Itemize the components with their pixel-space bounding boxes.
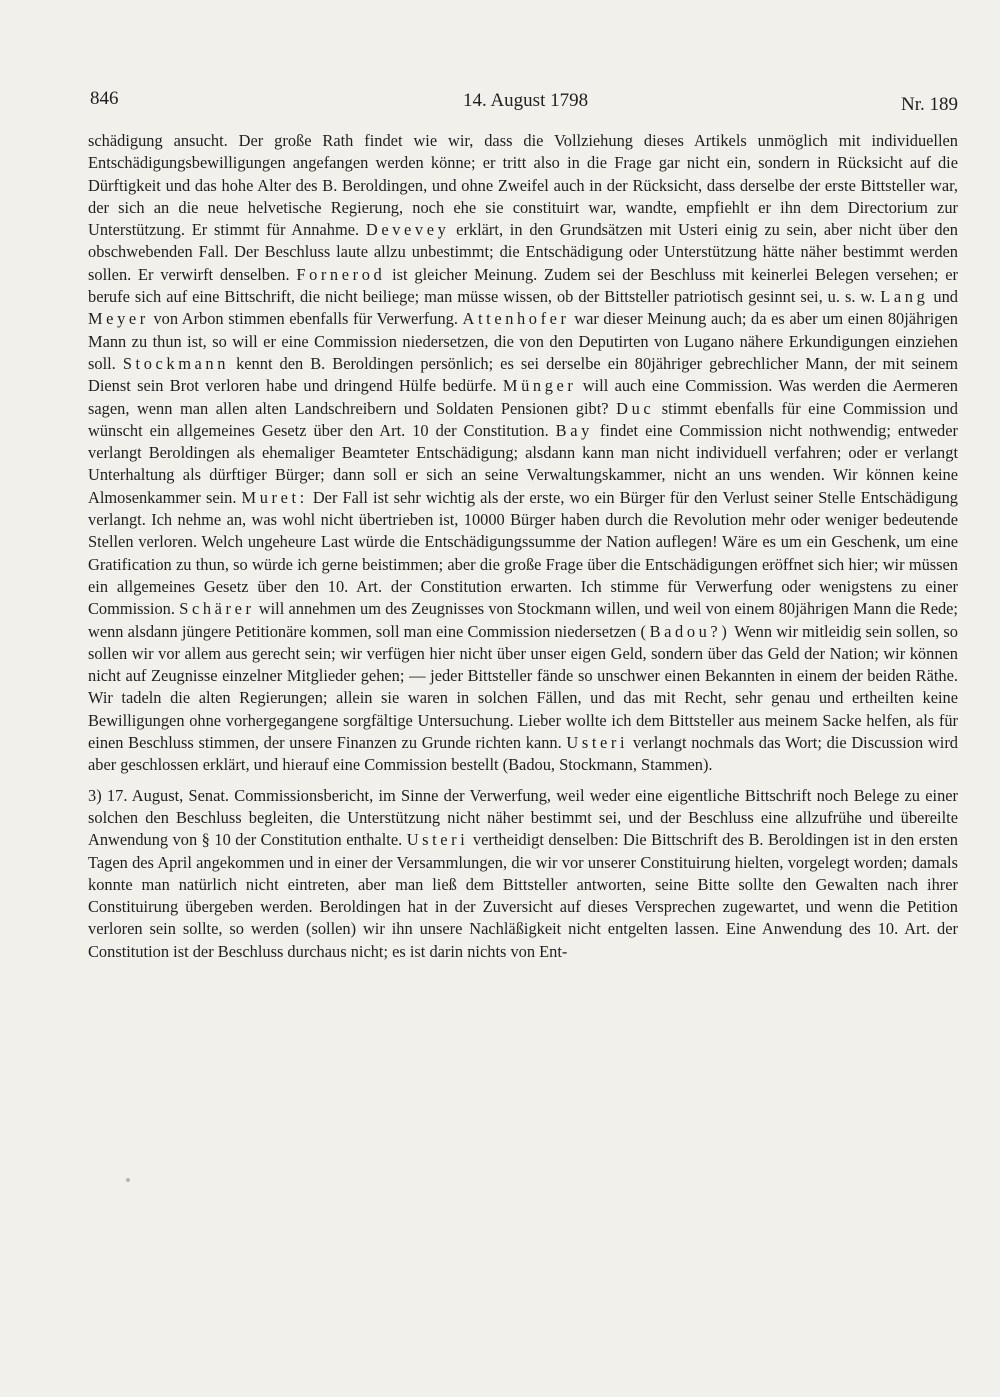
- text-span: und: [933, 287, 958, 307]
- speaker-name: Stockmann: [122, 353, 230, 373]
- speaker-name: Meyer: [88, 309, 149, 329]
- speaker-name: Münger: [502, 376, 577, 396]
- paper-smudge: [126, 1178, 130, 1182]
- text-span: verlangt nochmals das Wort; die Discussion wird aber geschlossen erklärt, und hierauf eine Commission bestellt (Badou, Stockmann, Stammen).: [88, 733, 958, 775]
- text-span: will auch eine Commission. Was werden die Aermeren sagen, wenn man allen alten Landschreibern und Soldaten Pensionen gibt?: [88, 376, 958, 418]
- text-span: war dieser Meinung auch; da es aber um einen 80jährigen Mann zu thun ist, so will er eine Commission niedersetzen, die von den Deputirten von Lugano nähere Erkundigungen einziehen soll.: [88, 309, 958, 373]
- page-header: [88, 88, 960, 124]
- text-span: schädigung ansucht. Der große Rath findet wie wir, dass die Vollziehung dieses Artikels unmöglich mit individuellen Entschädigungsbewilligungen angefangen werden könne; er tritt also in die Frage gar nicht ein, sondern in Rücksicht auf die Dürftigkeit und das hohe Alter des B. Beroldingen, und ohne Zweifel auch in der Rücksicht, dass derselbe der erste Bittsteller war, der sich an die neue helvetische Regierung, noch ehe sie constituirt war, wandte, empfiehlt er ihn dem Directorium zur Unterstützung. Er stimmt für Annahme.: [88, 131, 958, 240]
- speaker-name: (Badou?): [640, 621, 731, 641]
- paragraph-senat-report: [88, 785, 958, 963]
- speaker-name: Bay: [555, 420, 593, 440]
- text-span: will annehmen um des Zeugnisses von Stockmann willen, und weil von einem 80jährigen Mann die Rede; wenn alsdann jüngere Petitionäre kommen, soll man eine Commission niedersetzen: [88, 599, 958, 641]
- text-span: findet eine Commission nicht nothwendig; entweder verlangt Beroldingen als ehemaliger Beamteter Entschädigung; alsdann kann man nicht individuell verfahren; oder er verlangt Unterhaltung als dürftiger Bürger; dann soll er sich an seine Verwaltungskammer, nicht an uns wenden. Wir können keine Almosenkammer sein.: [88, 420, 958, 507]
- body-text: [88, 130, 958, 963]
- text-span: stimmt ebenfalls für eine Commission und wünscht ein allgemeines Gesetz über den Art. 10 der Constitution.: [88, 398, 958, 440]
- speaker-name: Schärer: [179, 599, 255, 619]
- speaker-name: Fornerod: [296, 264, 386, 284]
- text-span: ist gleicher Meinung. Zudem sei der Beschluss mit keinerlei Belegen versehen; er berufe sich auf eine Bittschrift, die nicht beiliege; man müsse wissen, ob der Bittsteller patriotisch gesinnt sei, u. s. w.: [88, 264, 958, 307]
- text-span: kennt den B. Beroldingen persönlich; es sei derselbe ein 80jähriger gebrechlicher Mann, der mit seinem Dienst sein Brot verloren habe und dringend Hülfe bedürfe.: [88, 353, 958, 396]
- text-span: Der Fall ist sehr wichtig als der erste, wo ein Bürger für den Verlust seiner Stelle Entschädigung verlangt. Ich nehme an, was wohl nicht übertrieben ist, 10000 Bürger haben durch die Revolution mehr oder weniger bedeutende Stellen verloren. Welch ungeheure Last würde die Entschädigungssumme der Nation auflegen! Wäre es um ein Geschenk, um eine Gratification zu thun, so würde ich gerne beistimmen; aber die große Frage über die Entschädigungen eröffnet sich hier; wir müssen ein allgemeines Gesetz über den 10. Art. der Constitution erwarten. Ich stimme für Verwerfung oder wenigstens zu einer Commission.: [88, 487, 958, 619]
- page-number: 846: [90, 88, 119, 109]
- text-span: Wenn wir mitleidig sein sollen, so sollen wir vor allem aus gerecht sein; wir verfügen hier nicht über unser eigen Geld, sondern über das Geld der Nation; wir können nicht auf Zeugnisse einzelner Mitglieder gehen; — jeder Bittsteller fände so unschwer einen Bekannten in einem der beiden Räthe. Wir tadeln die alten Regierungen; allein sie waren in solchen Fällen, und das mit Recht, sehr genau und ertheilten keine Bewilligungen ohne vorhergegangene sorgfältige Untersuchung. Lieber wollte ich dem Bittsteller aus meinem Sacke helfen, als für einen Beschluss stimmen, der unsere Finanzen zu Grunde richten kann.: [88, 621, 958, 753]
- speaker-name: Lang: [880, 287, 929, 307]
- speaker-name: Duc: [616, 398, 655, 418]
- speaker-name: Usteri: [406, 830, 469, 850]
- text-span: von Arbon stimmen ebenfalls für Verwerfung.: [153, 309, 458, 329]
- header-date: 14. August 1798: [463, 90, 589, 111]
- text-span: erklärt, in den Grundsätzen mit Usteri einig zu sein, aber nicht über den obschwebenden Fall. Der Beschluss laute allzu unbestimmt; die Entschädigung oder Unterstützung hätte näher bestimmt werden sollen. Er verwirft denselben.: [88, 220, 958, 284]
- speaker-name: Usteri: [566, 733, 629, 753]
- speaker-name: Devevey: [365, 220, 450, 240]
- text-span: 3) 17. August, Senat. Commissionsbericht, im Sinne der Verwerfung, weil weder eine eigentliche Bittschrift noch Belege zu einer solchen den Beschluss begleiten, die Unterstützung nicht näher bestimmt sei, und der Beschluss eine allzufrühe und übereilte Anwendung von § 10 der Constitution enthalte.: [88, 785, 958, 850]
- document-number: Nr. 189: [901, 94, 958, 115]
- paragraph-grosser-rath-debate: [88, 130, 958, 777]
- speaker-name: Attenhofer: [462, 309, 570, 329]
- text-span: vertheidigt denselben: Die Bittschrift des B. Beroldingen ist in den ersten Tagen des April angekommen und in einer der Versammlungen, die wir vor unserer Constituirung hielten, vorgelegt worden; damals konnte man natürlich nicht eintreten, aber man ließ dem Bittsteller antworten, seine Bitte sollte den Gewalten nach ihrer Constituirung übergeben werden. Beroldingen hat in der Zuversicht auf dieses Versprechen zugewartet, und wenn die Petition verloren sein sollte, so werden (sollen) wir ihn unsere Nachläßigkeit nicht entgelten lassen. Eine Anwendung des 10. Art. der Constitution ist der Beschluss durchaus nicht; es ist darin nichts von Ent-: [88, 830, 958, 961]
- speaker-name: Muret:: [241, 487, 308, 507]
